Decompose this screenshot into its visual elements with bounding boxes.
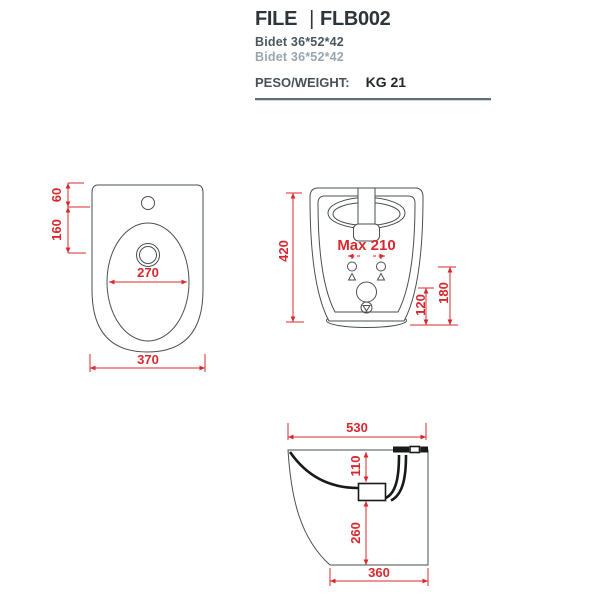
rim-section-left (393, 447, 409, 453)
side-view (288, 420, 428, 586)
dim-drain-to-floor-label: 260 (348, 522, 363, 544)
drain-trap (359, 484, 386, 501)
dim-overall-depth (288, 420, 426, 440)
dim-inlet-height (436, 267, 456, 325)
weight-label: PESO/WEIGHT: (255, 75, 350, 90)
tap-hole-section (410, 447, 420, 453)
dim-overall-height (276, 193, 304, 322)
dim-basin-width-label: 270 (137, 265, 159, 280)
dim-overall-width-label: 370 (137, 352, 159, 367)
tab-strip (358, 189, 375, 225)
front-view (276, 188, 458, 328)
title-file: FILE (255, 8, 298, 30)
dim-overall-height-label: 420 (276, 240, 291, 262)
dim-inlet-height-label: 180 (436, 282, 451, 304)
dim-basin-depth-label: 110 (348, 455, 363, 477)
dim-drain-height-label: 120 (413, 294, 428, 316)
dim-base-depth-label: 360 (368, 565, 390, 580)
title-separator: | (309, 8, 315, 30)
title-code: FLB002 (320, 8, 391, 30)
rim-section-right (421, 447, 429, 453)
subtitle-light: Bidet 36*52*42 (255, 50, 344, 64)
dim-base-depth (330, 565, 428, 586)
dim-hole-to-drain-label: 160 (49, 219, 64, 241)
dim-hole-offset-label: 60 (49, 187, 64, 203)
subtitle-dark: Bidet 36*52*42 (255, 35, 344, 49)
dim-max-span-label: Max 210 (337, 237, 396, 254)
dim-overall-depth-label: 530 (346, 420, 368, 435)
dim-overall-width (90, 352, 205, 372)
top-view (49, 183, 205, 372)
dim-left-chain (49, 183, 90, 253)
weight-value: KG 21 (365, 74, 407, 90)
